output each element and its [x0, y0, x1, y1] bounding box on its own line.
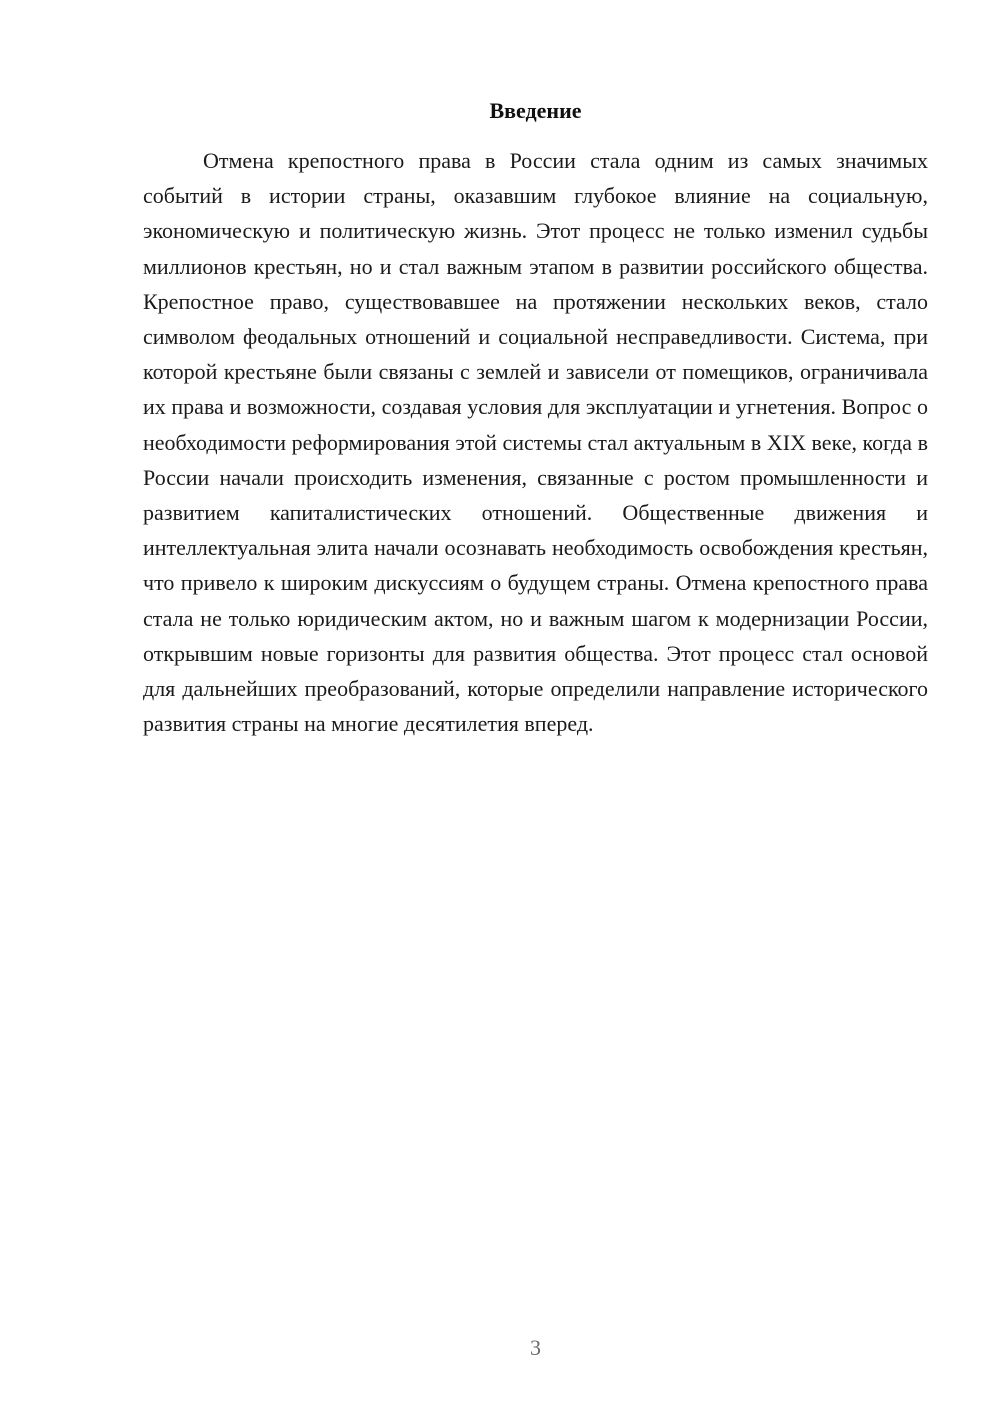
section-heading: Введение	[489, 98, 582, 123]
page-number: 3	[530, 1335, 541, 1360]
body-paragraph: Отмена крепостного права в России стала одним из самых значимых событий в истории страны, оказавшим глубокое влияние на социальную, экономическую и политическую жизнь. Этот процесс не только изменил судьбы миллионов крестьян, но и стал важным этапом в развитии российского общества. Крепостное право, существовавшее на протяжении нескольких веков, стало символом феодальных отношений и социальной несправедливости. Система, при которой крестьяне были связаны с землей и зависели от помещиков, ограничивала их права и возможности, создавая условия для эксплуатации и угнетения. Вопрос о необходимости реформирования этой системы стал актуальным в XIX веке, когда в России начали происходить изменения, связанные с ростом промышленности и развитием капиталистических отношений. Общественные движения и интеллектуальная элита начали осознавать необходимость освобождения крестьян, что привело к широким дискуссиям о будущем страны. Отмена крепостного права стала не только юридическим актом, но и важным шагом к модернизации России, открывшим новые горизонты для развития общества. Этот процесс стал основой для дальнейших преобразований, которые определили направление исторического развития страны на многие десятилетия вперед.	[143, 148, 928, 737]
